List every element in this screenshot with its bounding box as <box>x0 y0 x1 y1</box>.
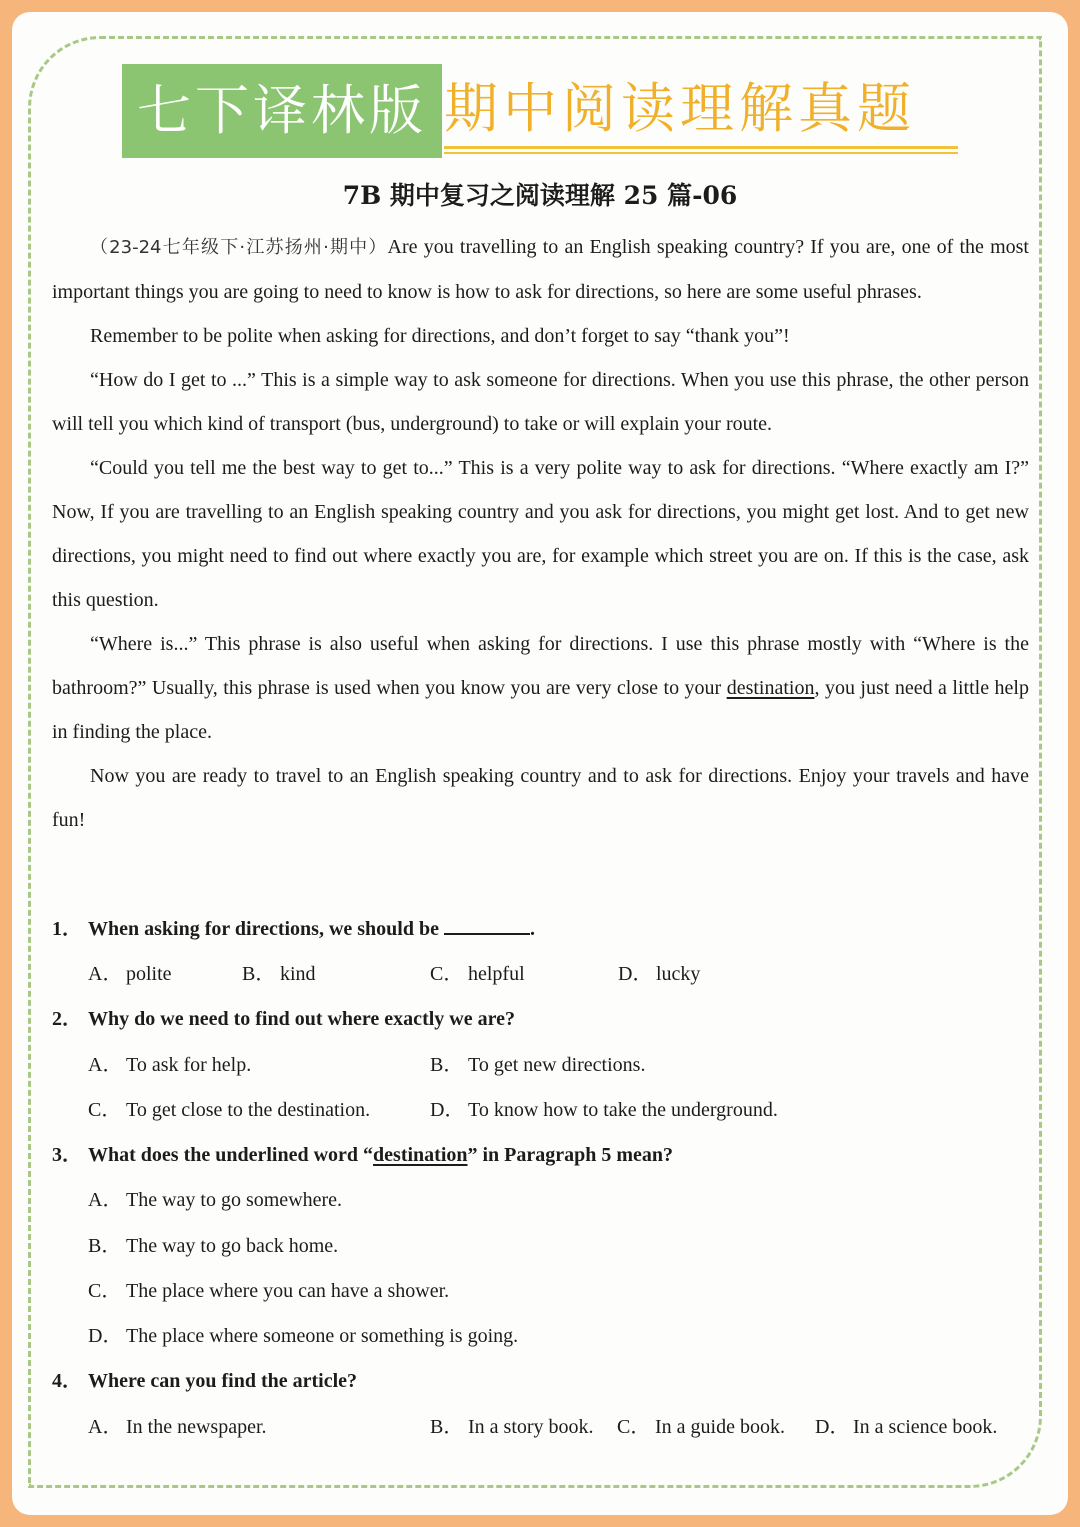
paragraph-1 <box>52 225 1029 314</box>
paragraph-6: Now you are ready to travel to an English speaking country and to ask for directions. Enjoy your travels and have fun! <box>52 765 1029 831</box>
q3-option-a[interactable]: A． The way to go somewhere. <box>88 1189 343 1211</box>
source-tag: （23-24七年级下·江苏扬州·期中） <box>90 237 388 258</box>
q3-underlined-word: destination <box>373 1144 468 1166</box>
title-main: 期中阅读理解真题 <box>444 77 916 140</box>
answer-blank <box>444 913 530 935</box>
paragraph-1-text: Are you travelling to an English speaking country? If you are, one of the most important things you are going to need to know is how to ask for directions, so here are some useful phrases. <box>52 236 1029 303</box>
question-1: 1． When asking for directions, we should be . <box>52 912 535 941</box>
title-underline-secondary <box>444 152 958 154</box>
q1-option-d[interactable]: D． lucky <box>618 963 701 985</box>
q1-option-c[interactable]: C． helpful <box>430 963 525 985</box>
q2-option-a[interactable]: A． To ask for help. <box>88 1054 252 1076</box>
q4-option-c[interactable]: C． In a guide book. <box>617 1416 785 1438</box>
reading-passage <box>52 225 1029 842</box>
paragraph-5: “Where is...” This phrase is also useful when asking for directions. I use this phrase mostly with “Where is the bathroom?” Usually, this phrase is used when you know you are very close to your destination, you just need a little help in finding the place. <box>52 633 1029 743</box>
q4-option-a[interactable]: A． In the newspaper. <box>88 1416 267 1438</box>
paragraph-4: “Could you tell me the best way to get to...” This is a very polite way to ask for directions. “Where exactly am I?” Now, If you are travelling to an English speaking country and you ask for directions, you might get lost. And to get new directions, you might need to find out where exactly you are, for example which street you are on. If this is the case, ask this question. <box>52 457 1029 611</box>
underlined-word-destination: destination <box>726 677 815 699</box>
question-4: 4． Where can you find the article? <box>52 1370 358 1392</box>
paragraph-2: Remember to be polite when asking for directions, and don’t forget to say “thank you”! <box>90 325 790 347</box>
question-2: 2． Why do we need to find out where exactly we are? <box>52 1008 515 1030</box>
paragraph-3: “How do I get to ...” This is a simple way to ask someone for directions. When you use this phrase, the other person will tell you which kind of transport (bus, underground) to take or will explain your route. <box>52 369 1029 435</box>
q2-option-c[interactable]: C． To get close to the destination. <box>88 1099 371 1121</box>
title-highlight: 七下译林版 <box>122 64 442 158</box>
q3-option-d[interactable]: D． The place where someone or something is going. <box>88 1325 519 1347</box>
q3-option-c[interactable]: C． The place where you can have a shower. <box>88 1280 450 1302</box>
page-subtitle: 7B 期中复习之阅读理解 25 篇-06 <box>342 181 738 210</box>
q1-option-a[interactable]: A． polite <box>88 963 172 985</box>
question-3: 3． What does the underlined word “destination” in Paragraph 5 mean? <box>52 1144 674 1166</box>
title-underline <box>444 146 958 149</box>
q1-option-b[interactable]: B． kind <box>242 963 316 985</box>
q4-option-b[interactable]: B． In a story book. <box>430 1416 594 1438</box>
q3-option-b[interactable]: B． The way to go back home. <box>88 1235 339 1257</box>
q4-option-d[interactable]: D． In a science book. <box>815 1416 998 1438</box>
q2-option-b[interactable]: B． To get new directions. <box>430 1054 646 1076</box>
q2-option-d[interactable]: D． To know how to take the underground. <box>430 1099 778 1121</box>
